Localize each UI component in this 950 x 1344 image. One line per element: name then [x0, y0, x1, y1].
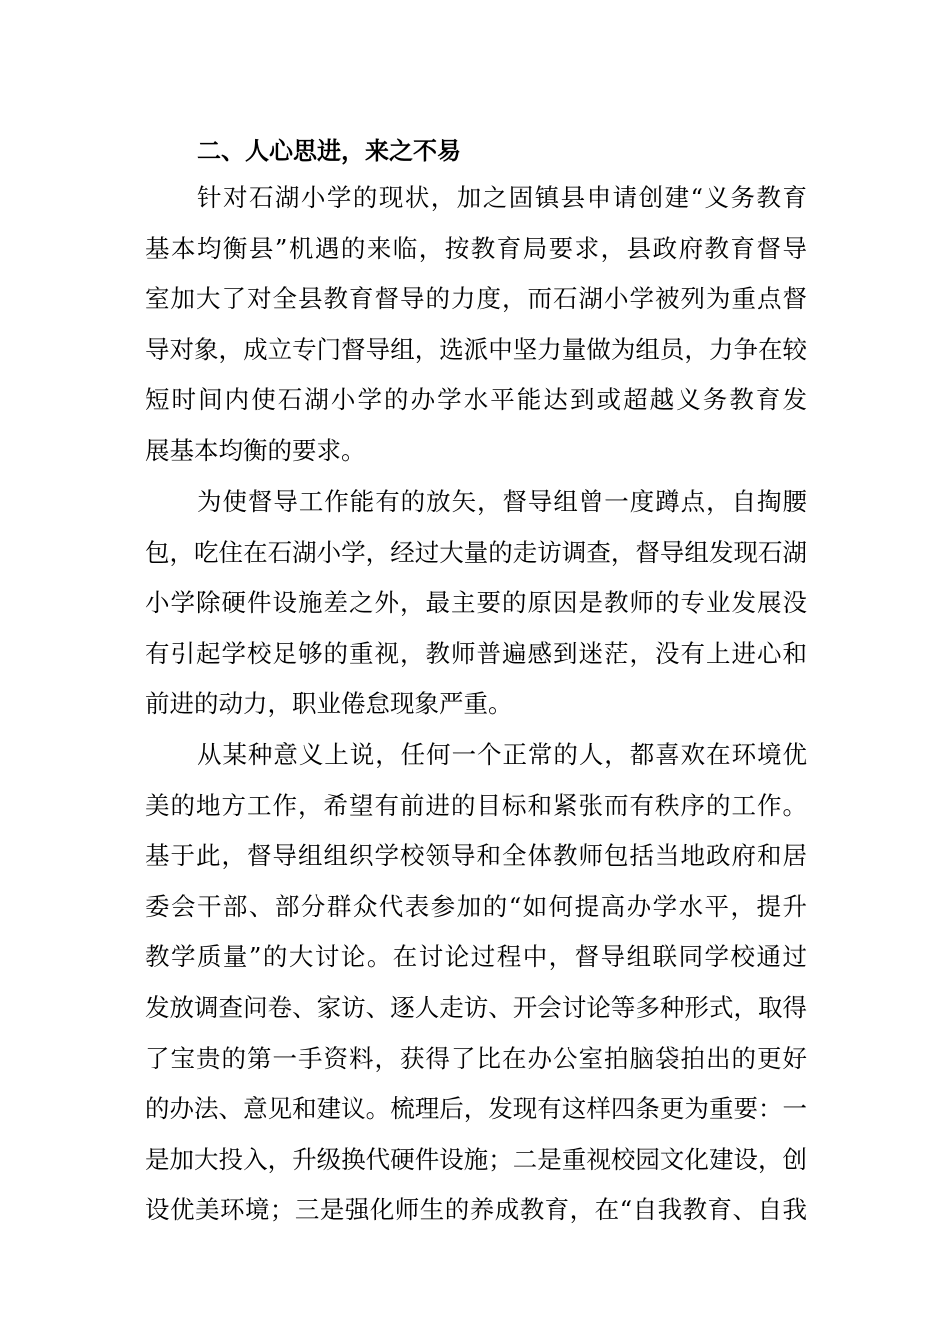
paragraph-2	[145, 477, 807, 730]
paragraph-1	[145, 173, 807, 477]
paragraph-line: 前进的动力，职业倦怠现象严重。	[145, 689, 513, 719]
paragraph-line: 发放调查问卷、家访、逐人走访、开会讨论等多种形式，取得	[145, 992, 807, 1022]
paragraph-line: 从某种意义上说，任何一个正常的人，都喜欢在环境优	[197, 740, 807, 769]
paragraph-line: 教学质量”的大讨论。在讨论过程中，督导组联同学校通过	[145, 942, 807, 972]
paragraph-line: 设优美环境；三是强化师生的养成教育，在“自我教育、自我	[145, 1195, 807, 1225]
paragraph-line: 美的地方工作，希望有前进的目标和紧张而有秩序的工作。	[145, 790, 807, 820]
paragraph-line: 小学除硬件设施差之外，最主要的原因是教师的专业发展没	[145, 588, 807, 618]
paragraph-line: 的办法、意见和建议。梳理后，发现有这样四条更为重要：一	[145, 1094, 807, 1124]
paragraph-line: 委会干部、部分群众代表参加的“如何提高办学水平，提升	[145, 891, 807, 921]
paragraph-line: 展基本均衡的要求。	[145, 435, 366, 465]
paragraph-line: 基于此，督导组组织学校领导和全体教师包括当地政府和居	[145, 841, 807, 871]
paragraph-line: 针对石湖小学的现状，加之固镇县申请创建“义务教育	[197, 183, 807, 212]
paragraph-line: 短时间内使石湖小学的办学水平能达到或超越义务教育发	[145, 385, 807, 415]
paragraph-line: 了宝贵的第一手资料，获得了比在办公室拍脑袋拍出的更好	[145, 1043, 807, 1073]
paragraph-line: 基本均衡县”机遇的来临，按教育局要求，县政府教育督导	[145, 233, 807, 263]
section-heading: 二、人心思进，来之不易	[197, 137, 461, 165]
paragraph-line: 为使督导工作能有的放矢，督导组曾一度蹲点，自掏腰	[197, 487, 807, 516]
paragraph-line: 包，吃住在石湖小学，经过大量的走访调查，督导组发现石湖	[145, 537, 807, 567]
paragraph-line: 有引起学校足够的重视，教师普遍感到迷茫，没有上进心和	[145, 638, 807, 668]
paragraph-line: 室加大了对全县教育督导的力度，而石湖小学被列为重点督	[145, 284, 807, 314]
paragraph-line: 导对象，成立专门督导组，选派中坚力量做为组员，力争在较	[145, 334, 807, 364]
paragraph-line: 是加大投入，升级换代硬件设施；二是重视校园文化建设，创	[145, 1144, 807, 1174]
paragraph-3	[145, 730, 807, 1236]
